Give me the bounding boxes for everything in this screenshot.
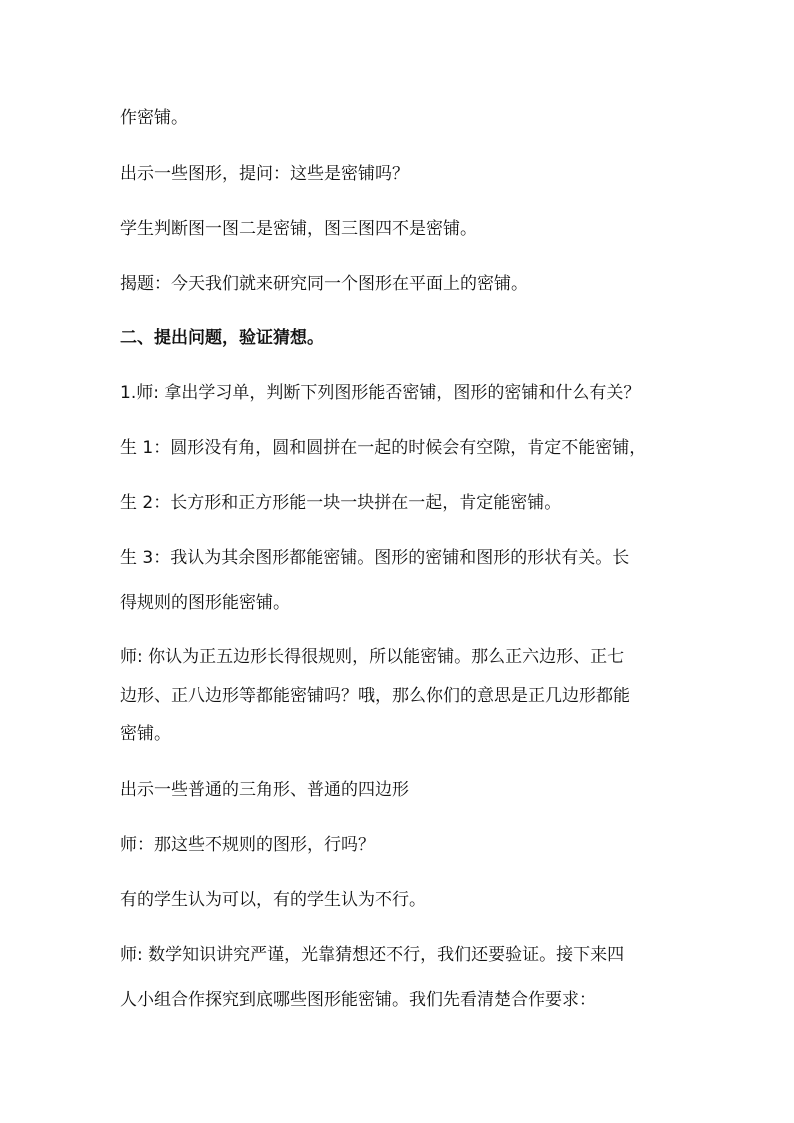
text-line: 有的学生认为可以，有的学生认为不行。 [120,890,426,910]
text-line: 生 3：我认为其余图形都能密铺。图形的密铺和图形的形状有关。长 [120,548,630,568]
text-line: 出示一些图形，提问：这些是密铺吗？ [120,164,409,184]
text-line: 师: 数学知识讲究严谨，光靠猜想还不行，我们还要验证。接下来四 [120,945,625,965]
text-line: 密铺。 [120,724,171,744]
text-line: 作密铺。 [120,108,188,128]
section-heading: 二、提出问题，验证猜想。 [120,328,324,348]
text-line: 师: 你认为正五边形长得很规则，所以能密铺。那么正六边形、正七 [120,647,625,667]
text-line: 师：那这些不规则的图形，行吗？ [120,835,375,855]
text-line: 1.师: 拿出学习单，判断下列图形能否密铺，图形的密铺和什么有关？ [120,383,641,403]
text-line: 人小组合作探究到底哪些图形能密铺。我们先看清楚合作要求： [120,990,596,1010]
text-line: 生 1：圆形没有角，圆和圆拼在一起的时候会有空隙，肯定不能密铺， [120,438,647,458]
text-line: 得规则的图形能密铺。 [120,593,290,613]
text-line: 出示一些普通的三角形、普通的四边形 [120,780,409,800]
text-line: 边形、正八边形等都能密铺吗？哦，那么你们的意思是正几边形都能 [120,686,630,706]
text-line: 生 2：长方形和正方形能一块一块拼在一起，肯定能密铺。 [120,493,562,513]
text-line: 揭题：今天我们就来研究同一个图形在平面上的密铺。 [120,274,528,294]
text-line: 学生判断图一图二是密铺，图三图四不是密铺。 [120,219,477,239]
